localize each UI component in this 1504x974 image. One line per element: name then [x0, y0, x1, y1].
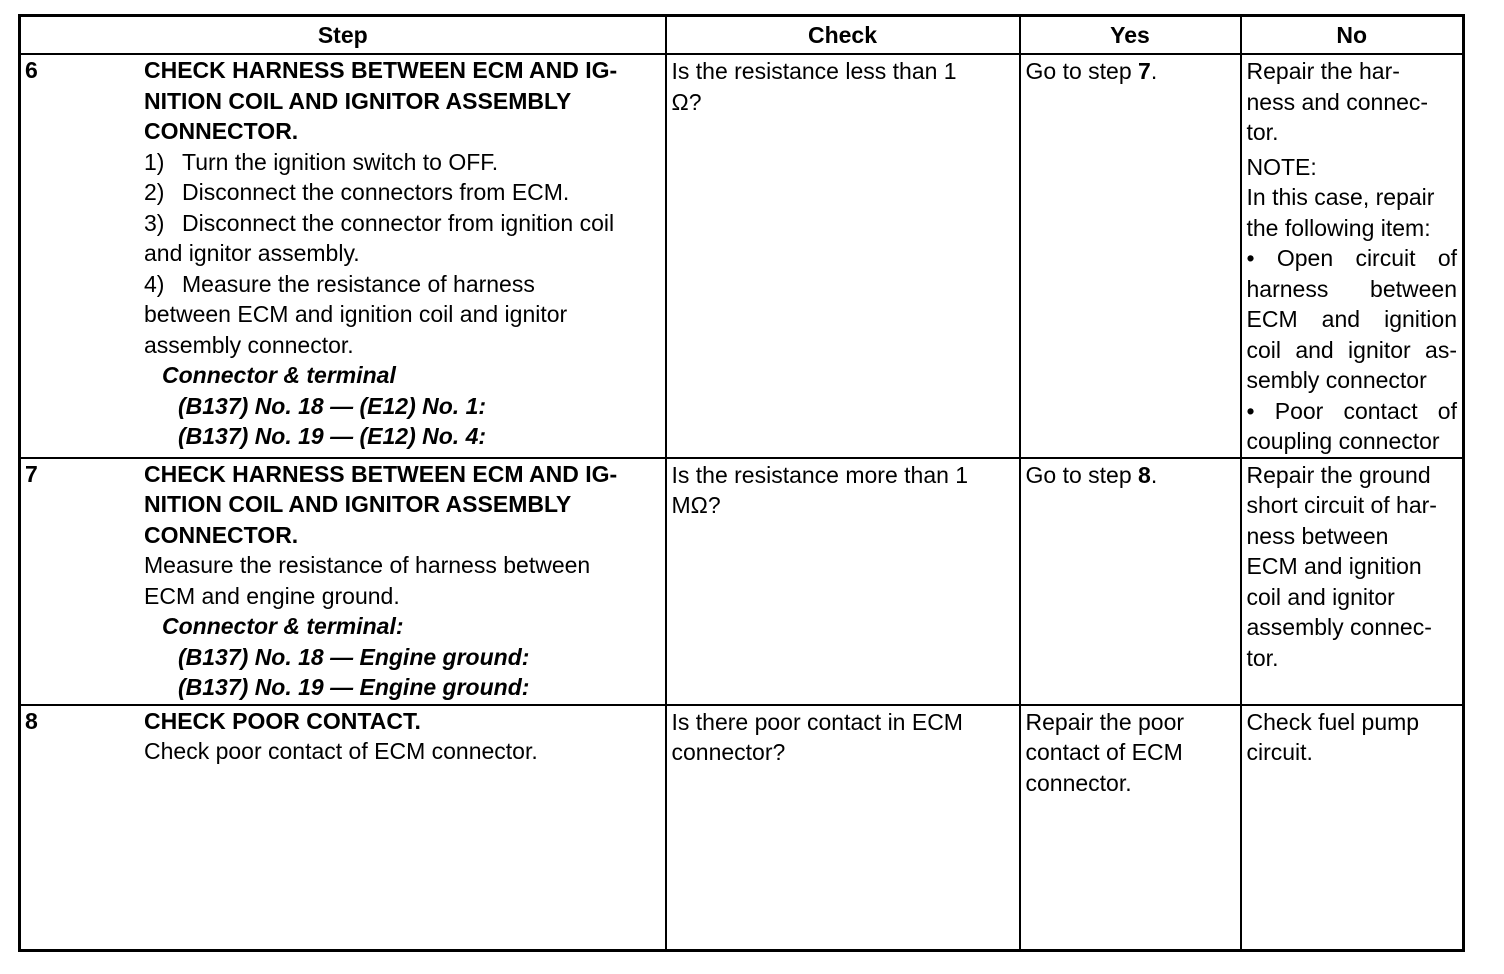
step-cell: [20, 458, 666, 705]
no-line: assembly connec-: [1246, 614, 1432, 640]
header-check: Check: [666, 16, 1020, 55]
step-title-line: CONNECTOR.: [144, 118, 299, 144]
step-title-line: CONNECTOR.: [144, 521, 299, 548]
step-number: 8: [25, 707, 38, 734]
bullet-line: coil and ignitor as-: [1246, 336, 1457, 363]
check-line: Ω?: [671, 88, 702, 115]
no-line: Repair the har-: [1246, 58, 1400, 84]
procedure-line: Check poor contact of ECM connector.: [144, 738, 538, 764]
yes-step-number: 8: [1138, 461, 1151, 488]
table-row: [20, 54, 1464, 458]
check-line: Is the resistance less than 1: [671, 58, 957, 84]
yes-line: Repair the poor: [1025, 708, 1185, 735]
note-line: the following item:: [1246, 214, 1431, 241]
yes-line: connector.: [1025, 769, 1132, 796]
procedure-item: 1) Turn the ignition switch to OFF.: [144, 148, 499, 175]
connector-terminal-line: (B137) No. 19 — Engine ground:: [178, 674, 530, 700]
step-number: 6: [25, 57, 38, 83]
bullet-line: ECM and ignition: [1246, 306, 1457, 332]
no-line: tor.: [1246, 119, 1279, 145]
bullet-line: coupling connector: [1246, 428, 1440, 454]
no-line: circuit.: [1246, 739, 1313, 765]
step-title-line: CHECK POOR CONTACT.: [144, 707, 421, 734]
procedure-item: 4) Measure the resistance of harness: [144, 270, 535, 297]
table-row: [20, 705, 1464, 951]
step-cell: [20, 705, 666, 951]
connector-terminal-line: (B137) No. 18 — Engine ground:: [178, 643, 530, 670]
yes-text: Go to step: [1025, 58, 1139, 84]
diagnostic-table: [18, 14, 1465, 952]
procedure-line: ECM and engine ground.: [144, 582, 400, 609]
note-label: NOTE:: [1246, 153, 1317, 180]
yes-text: Go to step: [1025, 461, 1139, 488]
check-line: MΩ?: [671, 492, 721, 518]
step-title-line: NITION COIL AND IGNITOR ASSEMBLY: [144, 87, 572, 114]
bullet-line: • Open circuit of: [1246, 245, 1457, 271]
step-title-line: CHECK HARNESS BETWEEN ECM AND IG-: [144, 460, 618, 487]
yes-step-number: 7: [1138, 58, 1151, 84]
note-line: In this case, repair: [1246, 184, 1435, 210]
header-yes: Yes: [1020, 16, 1241, 55]
step-title-line: NITION COIL AND IGNITOR ASSEMBLY: [144, 491, 572, 517]
bullet-line: harness between: [1246, 275, 1457, 302]
yes-cell: Go to step 7.: [1020, 54, 1241, 458]
connector-terminal-label: Connector & terminal:: [162, 613, 404, 639]
step-cell: [20, 54, 666, 458]
check-cell: [666, 458, 1020, 705]
connector-terminal-line: (B137) No. 18 — (E12) No. 1:: [178, 392, 487, 419]
header-row: [20, 16, 1464, 55]
header-step: Step: [20, 16, 666, 55]
no-cell: [1241, 705, 1464, 951]
step-number: 7: [25, 460, 38, 487]
check-cell: [666, 705, 1020, 951]
connector-terminal-label: Connector & terminal: [162, 362, 396, 388]
yes-cell: [1020, 705, 1241, 951]
check-line: Is the resistance more than 1: [671, 461, 969, 488]
procedure-continuation: assembly connector.: [144, 331, 354, 358]
procedure-continuation: between ECM and ignition coil and ignitor: [144, 301, 568, 327]
check-line: Is there poor contact in ECM: [671, 708, 963, 735]
procedure-continuation: and ignitor assembly.: [144, 240, 360, 266]
step-title-line: CHECK HARNESS BETWEEN ECM AND IG-: [144, 57, 618, 83]
procedure-item: 2) Disconnect the connectors from ECM.: [144, 179, 570, 205]
no-cell: [1241, 458, 1464, 705]
no-line: Repair the ground: [1246, 461, 1431, 488]
bullet-line: sembly connector: [1246, 367, 1427, 393]
check-cell: [666, 54, 1020, 458]
no-line: tor.: [1246, 644, 1279, 671]
no-line: Check fuel pump: [1246, 708, 1420, 735]
header-no: No: [1241, 16, 1464, 55]
table-row: [20, 458, 1464, 705]
connector-terminal-line: (B137) No. 19 — (E12) No. 4:: [178, 423, 487, 449]
no-line: short circuit of har-: [1246, 492, 1437, 518]
no-line: coil and ignitor: [1246, 583, 1395, 610]
yes-line: contact of ECM: [1025, 739, 1183, 765]
bullet-line: • Poor contact of: [1246, 397, 1457, 424]
procedure-line: Measure the resistance of harness between: [144, 552, 591, 578]
no-cell: [1241, 54, 1464, 458]
check-line: connector?: [671, 739, 786, 765]
procedure-item: 3) Disconnect the connector from ignition coil: [144, 209, 615, 236]
yes-cell: Go to step 8.: [1020, 458, 1241, 705]
no-line: ness between: [1246, 522, 1389, 549]
no-line: ness and connec-: [1246, 88, 1429, 115]
no-line: ECM and ignition: [1246, 553, 1422, 579]
